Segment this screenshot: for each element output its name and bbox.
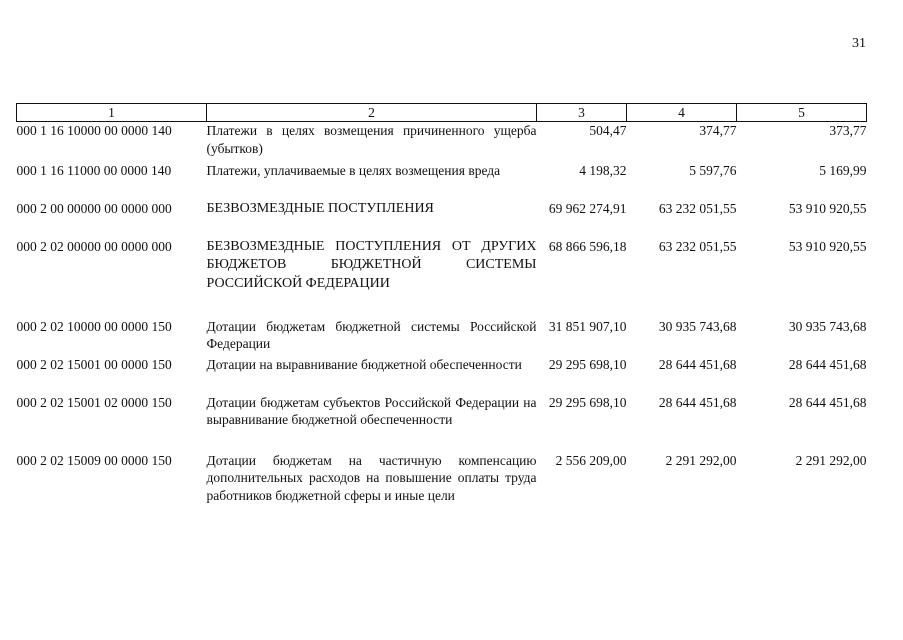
row-value-col4: 63 232 051,55 [658, 238, 737, 254]
table-row [17, 238, 867, 318]
row-value-col3: 68 866 596,18 [548, 238, 627, 254]
row-code: 000 2 02 00000 00 0000 000 [16, 238, 172, 254]
column-header-1: 1 [17, 104, 207, 122]
column-header-5: 5 [737, 104, 867, 122]
row-value-col5: 53 910 920,55 [788, 238, 867, 254]
row-value-col5: 373,77 [829, 123, 867, 138]
table-row [17, 122, 867, 162]
row-value-col4: 2 291 292,00 [665, 452, 737, 468]
row-value-col3: 4 198,32 [579, 162, 627, 178]
budget-revenue-table [16, 103, 867, 528]
row-value-col4: 5 597,76 [689, 162, 737, 178]
table-row [17, 162, 867, 200]
row-value-col3: 31 851 907,10 [548, 318, 627, 334]
row-value-col5: 2 291 292,00 [795, 452, 867, 468]
header-row [17, 104, 867, 122]
row-name: Платежи, уплачиваемые в целях возмещения вреда [206, 162, 501, 178]
row-value-col4: 374,77 [699, 123, 737, 138]
table-row [17, 356, 867, 394]
row-value-col3: 29 295 698,10 [548, 356, 627, 372]
row-value-col4: 28 644 451,68 [658, 356, 737, 372]
row-value-col5: 5 169,99 [819, 162, 867, 178]
column-header-4: 4 [627, 104, 737, 122]
row-value-col5: 28 644 451,68 [788, 356, 867, 372]
row-name: БЕЗВОЗМЕЗДНЫЕ ПОСТУПЛЕНИЯ ОТ ДРУГИХ БЮДЖЕТОВ БЮДЖЕТНОЙ СИСТЕМЫ РОССИЙСКОЙ ФЕДЕРАЦИИ [206, 238, 537, 291]
row-code: 000 2 02 10000 00 0000 150 [16, 318, 172, 334]
row-code: 000 2 02 15009 00 0000 150 [16, 452, 172, 468]
row-value-col5: 53 910 920,55 [788, 200, 867, 216]
table-row [17, 452, 867, 528]
row-code: 000 2 02 15001 00 0000 150 [16, 356, 172, 372]
row-value-col3: 29 295 698,10 [548, 394, 627, 410]
row-name: Платежи в целях возмещения причиненного ущерба (убытков) [206, 123, 537, 156]
row-name: Дотации бюджетам субъектов Российской Федерации на выравнивание бюджетной обеспеченности [206, 394, 537, 427]
table-row [17, 394, 867, 452]
row-name: Дотации бюджетам на частичную компенсацию дополнительных расходов на повышение оплаты труда работников бюджетной сферы и иные цели [206, 452, 537, 503]
row-name: Дотации на выравнивание бюджетной обеспеченности [206, 356, 522, 372]
table-row [17, 318, 867, 356]
row-code: 000 2 02 15001 02 0000 150 [16, 394, 172, 410]
row-value-col4: 28 644 451,68 [658, 394, 737, 410]
row-name: БЕЗВОЗМЕЗДНЫЕ ПОСТУПЛЕНИЯ [206, 200, 434, 216]
page-number: 31 [852, 36, 866, 51]
row-value-col5: 30 935 743,68 [788, 318, 867, 334]
column-header-2: 2 [207, 104, 537, 122]
row-value-col4: 63 232 051,55 [658, 200, 737, 216]
row-value-col3: 2 556 209,00 [555, 452, 627, 468]
row-code: 000 1 16 10000 00 0000 140 [16, 123, 172, 138]
row-value-col3: 504,47 [589, 123, 627, 138]
row-name: Дотации бюджетам бюджетной системы Российской Федерации [206, 318, 537, 351]
row-value-col5: 28 644 451,68 [788, 394, 867, 410]
row-code: 000 2 00 00000 00 0000 000 [16, 200, 172, 216]
column-header-3: 3 [537, 104, 627, 122]
table-row [17, 200, 867, 238]
row-value-col3: 69 962 274,91 [548, 200, 627, 216]
row-value-col4: 30 935 743,68 [658, 318, 737, 334]
row-code: 000 1 16 11000 00 0000 140 [16, 162, 172, 178]
